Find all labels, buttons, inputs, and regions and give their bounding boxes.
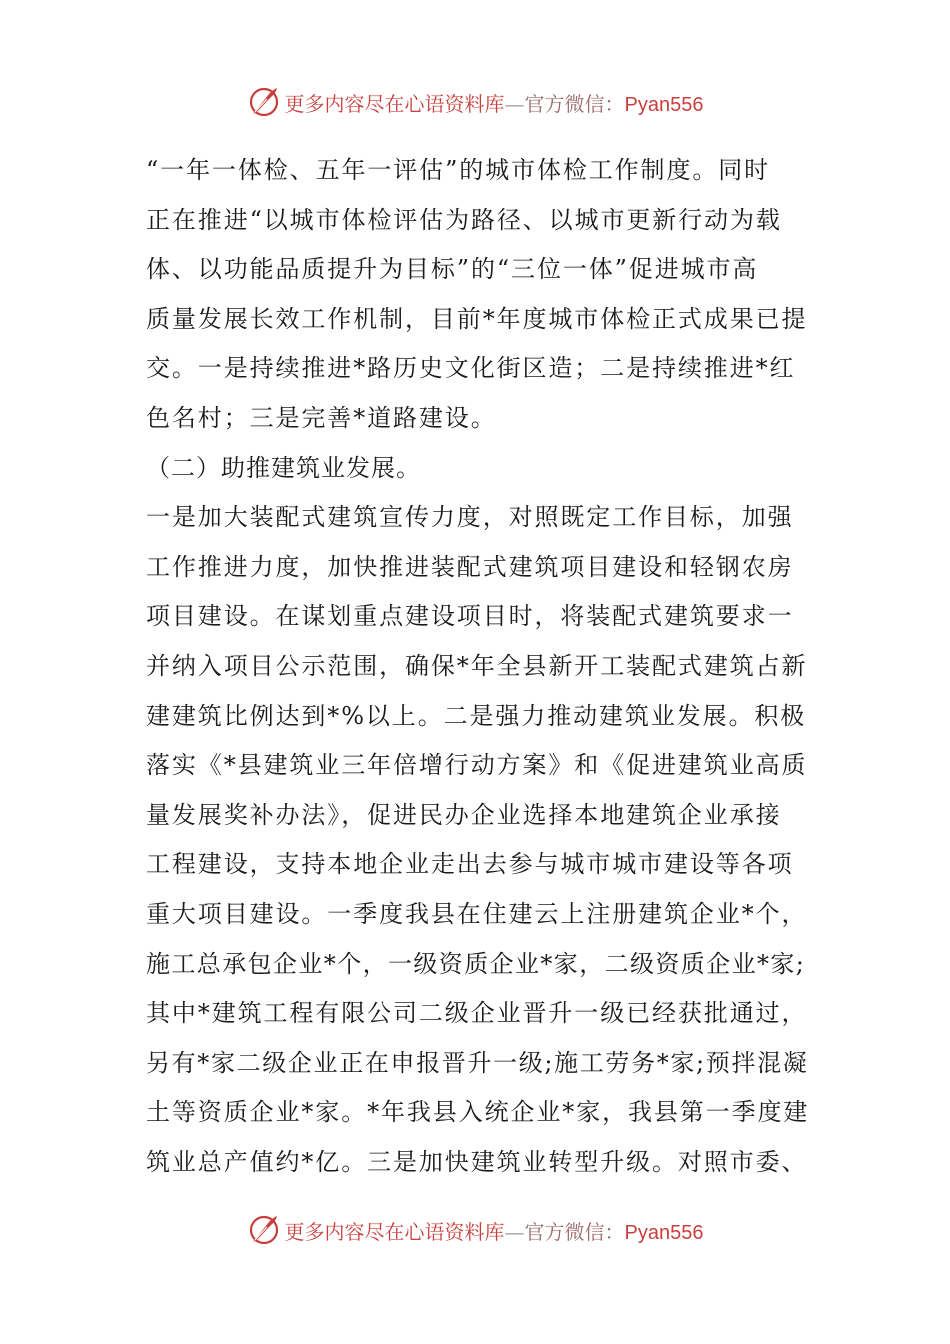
body-line: 施工总承包企业*个，一级资质企业*家，二级资质企业*家; — [146, 949, 806, 978]
body-line: 体、以功能品质提升为目标”的“三位一体”促进城市高 — [146, 255, 759, 284]
header-watermark — [0, 82, 950, 122]
body-line: 落实《*县建筑业三年倍增行动方案》和《促进建筑业高质 — [146, 751, 808, 780]
header-dash: — — [504, 91, 525, 116]
body-line: 其中*建筑工程有限公司二级企业晋升一级已经获批通过， — [146, 999, 808, 1028]
header-text — [285, 88, 704, 117]
footer-watermark — [0, 1210, 950, 1250]
body-line: 建建筑比例达到*%以上。二是强力推动建筑业发展。积极 — [146, 701, 807, 730]
body-line: 重大项目建设。一季度我县在住建云上注册建筑企业*个， — [146, 899, 808, 928]
body-line: “一年一体检、五年一评估”的城市体检工作制度。同时 — [146, 156, 771, 184]
header-wechat-label: 官方微信： — [524, 91, 625, 116]
body-line: 并纳入项目公示范围，确保*年全县新开工装配式建筑占新 — [146, 651, 808, 680]
document-body — [146, 146, 808, 1187]
footer-brand: 更多内容尽在心语资料库 — [284, 1219, 505, 1244]
body-line: 土等资质企业*家。*年我县入统企业*家，我县第一季度建 — [146, 1098, 810, 1127]
header-brand: 更多内容尽在心语资料库 — [284, 91, 505, 116]
section-heading: （二）助推建筑业发展。 — [146, 453, 421, 482]
footer-dash: — — [504, 1219, 525, 1244]
body-line: 一是加大装配式建筑宣传力度，对照既定工作目标，加强 — [146, 503, 794, 532]
body-line: 正在推进“以城市体检评估为路径、以城市更新行动为载 — [146, 205, 782, 234]
quill-logo-icon — [247, 1213, 281, 1247]
footer-text — [285, 1216, 704, 1245]
body-line: 质量发展长效工作机制，目前*年度城市体检正式成果已提 — [146, 304, 808, 333]
body-line: 项目建设。在谋划重点建设项目时，将装配式建筑要求一 — [146, 602, 794, 631]
body-line: 另有*家二级企业正在申报晋升一级;施工劳务*家;预拌混凝 — [146, 1048, 809, 1077]
body-line: 筑业总产值约*亿。三是加快建筑业转型升级。对照市委、 — [146, 1147, 808, 1176]
body-line: 色名村；三是完善*道路建设。 — [146, 403, 497, 432]
body-line: 量发展奖补办法》，促进民办企业选择本地建筑企业承接 — [146, 800, 782, 829]
footer-wechat-label: 官方微信： — [524, 1219, 625, 1244]
body-line: 交。一是持续推进*路历史文化街区造；二是持续推进*红 — [146, 354, 796, 383]
body-line: 工程建设，支持本地企业走出去参与城市城市建设等各项 — [146, 850, 794, 879]
footer-wechat-id: Pyan556 — [624, 1221, 704, 1244]
body-line: 工作推进力度，加快推进装配式建筑项目建设和轻钢农房 — [146, 552, 794, 581]
quill-logo-icon — [247, 85, 281, 119]
header-wechat-id: Pyan556 — [624, 93, 704, 116]
